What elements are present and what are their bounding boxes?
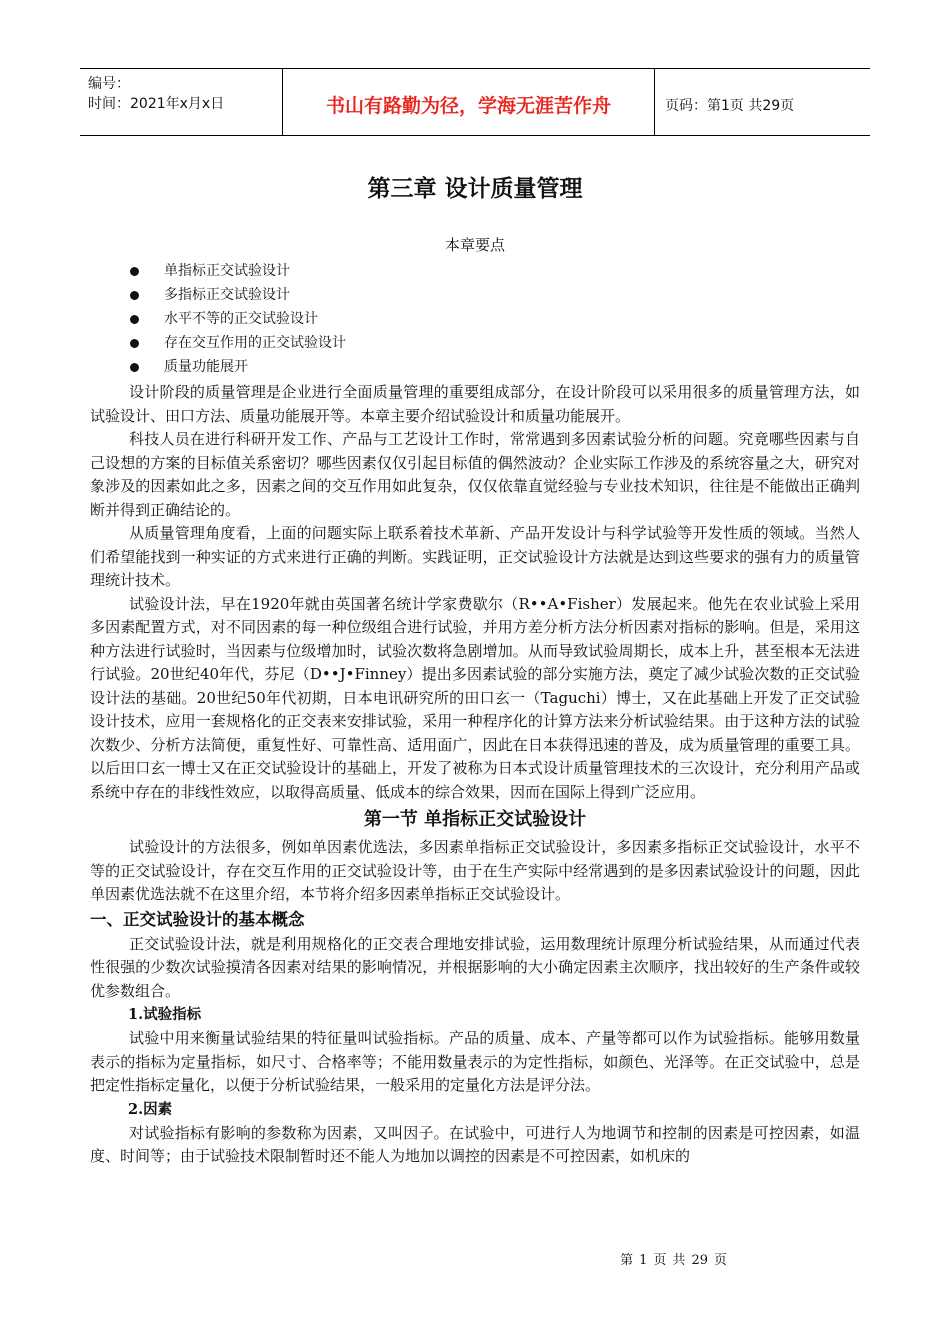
bullet-icon: [130, 339, 139, 348]
list-item: 单指标正交试验设计: [127, 259, 346, 283]
list-item: 水平不等的正交试验设计: [127, 307, 346, 331]
paragraph: 试验中用来衡量试验结果的特征量叫试验指标。产品的质量、成本、产量等都可以作为试验指标。能够用数量表示的指标为定量指标，如尺寸、合格率等；不能用数量表示的为定性指标，如颜色、光泽等。在正交试验中，总是把定性指标定量化，以便于分析试验结果，一般采用的定量化方法是评分法。: [90, 1029, 860, 1094]
list-item: 质量功能展开: [127, 355, 346, 379]
header-page-cell: [655, 69, 870, 135]
serial-label: 编号：: [88, 76, 130, 92]
date-line: 时间：2021年x月x日: [88, 96, 225, 112]
list-item: 多指标正交试验设计: [127, 283, 346, 307]
bullet-icon: [130, 315, 139, 324]
key-points-title: 本章要点: [444, 236, 505, 254]
paragraph: 科技人员在进行科研开发工作、产品与工艺设计工作时，常常遇到多因素试验分析的问题。究竟哪些因素与自己设想的方案的目标值关系密切？哪些因素仅仅引起目标值的偶然波动？企业实际工作涉及的系统容量之大，研究对象涉及的因素如此之多，因素之间的交互作用如此复杂，仅仅依靠直觉经验与专业技术知识，往往是不能做出正确判断并得到正确结论的。: [90, 430, 860, 519]
header-meta-cell: [80, 69, 283, 135]
paragraph: 试验设计法，早在1920年就由英国著名统计学家费歇尔（R••A•Fisher）发展起来。他先在农业试验上采用多因素配置方式，对不同因素的每一种位级组合进行试验，并用方差分析方法分析因素对指标的影响。但是，采用这种方法进行试验时，当因素与位级增加时，试验次数将急剧增加。从而导致试验周期长，成本上升，甚至根本无法进行试验。20世纪40年代，芬尼（D••J•Finney）提出多因素试验的部分实施方法，奠定了减少试验次数的正交试验设计法的基础。20世纪50年代初期，日本电讯研究所的田口玄一（Taguchi）博士，又在此基础上开发了正交试验设计技术，应用一套规格化的正交表来安排试验，采用一种程序化的计算方法来分析试验结果。由于这种方法的试验次数少、分析方法简便，重复性好、可靠性高、适用面广，因此在日本获得迅速的普及，成为质量管理的重要工具。以后田口玄一博士又在正交试验设计的基础上，开发了被称为日本式设计质量管理技术的三次设计，充分利用产品或系统中存在的非线性效应，以取得高质量、低成本的综合效果，因而在国际上得到广泛应用。: [90, 594, 860, 801]
page-footer: 第 1 页 共 29 页: [620, 1253, 727, 1268]
chapter-title: 第三章 设计质量管理: [367, 175, 583, 202]
item-title: 1.试验指标: [128, 1006, 202, 1023]
total-pages: 29: [691, 1253, 708, 1268]
page-code: 页码：第1页 共29页: [665, 98, 795, 114]
key-points-list: [127, 259, 346, 379]
bullet-icon: [130, 267, 139, 276]
motto: 书山有路勤为径，学海无涯苦作舟: [325, 95, 611, 117]
paragraph: 试验设计的方法很多，例如单因素优选法，多因素单指标正交试验设计，多因素多指标正交试验设计，水平不等的正交试验设计，存在交互作用的正交试验设计等，由于在生产实际中经常遇到的是多因素试验设计的问题，因此单因素优选法就不在这里介绍，本节将介绍多因素单指标正交试验设计。: [90, 838, 860, 903]
paragraph: 从质量管理角度看，上面的问题实际上联系着技术革新、产品开发设计与科学试验等开发性质的领域。当然人们希望能找到一种实证的方式来进行正确的判断。实践证明，正交试验设计方法就是达到这些要求的强有力的质量管理统计技术。: [90, 524, 860, 589]
list-item: 存在交互作用的正交试验设计: [127, 331, 346, 355]
item-title: 2.因素: [128, 1100, 173, 1118]
paragraph: 对试验指标有影响的参数称为因素，又叫因子。在试验中，可进行人为地调节和控制的因素是可控因素，如温度、时间等；由于试验技术限制暂时还不能人为地加以调控的因素是不可控因素，如机床的: [90, 1123, 860, 1165]
page-number: 1: [639, 1253, 648, 1268]
bullet-icon: [130, 291, 139, 300]
body-content: [90, 381, 860, 1169]
subsection-title: 一、正交试验设计的基本概念: [90, 909, 305, 929]
paragraph: 设计阶段的质量管理是企业进行全面质量管理的重要组成部分，在设计阶段可以采用很多的质量管理方法，如试验设计、田口方法、质量功能展开等。本章主要介绍试验设计和质量功能展开。: [90, 383, 860, 425]
bullet-icon: [130, 363, 139, 372]
page-header: [80, 68, 870, 136]
header-motto-cell: [283, 69, 655, 135]
paragraph: 正交试验设计法，就是利用规格化的正交表合理地安排试验，运用数理统计原理分析试验结果，从而通过代表性很强的少数次试验摸清各因素对结果的影响情况，并根据影响的大小确定因素主次顺序，找出较好的生产条件或较优参数组合。: [90, 934, 860, 1000]
section-title: 第一节 单指标正交试验设计: [363, 809, 587, 830]
